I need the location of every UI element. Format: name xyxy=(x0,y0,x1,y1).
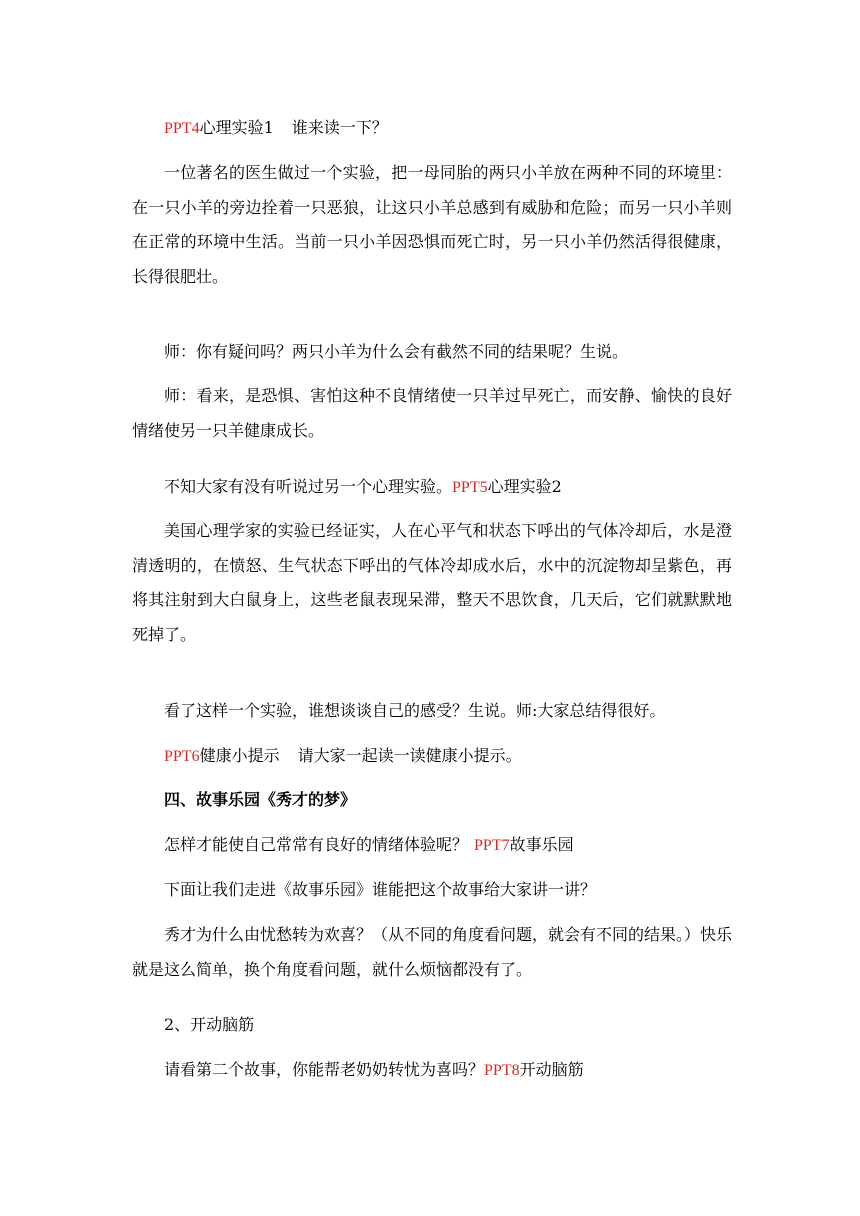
paragraph-ppt4 xyxy=(132,111,732,147)
paragraph-experiment-2: 美国心理学家的实验已经证实，人在心平气和状态下呼出的气体冷却后，水是澄清透明的，在愤怒、生气状态下呼出的气体冷却成水后，水中的沉淀物却呈紫色，再将其注射到大白鼠身上，这些老鼠表现呆滞，整天不思饮食，几天后，它们就默默地死掉了。 xyxy=(132,521,732,644)
paragraph-teacher-question: 师：你有疑问吗？两只小羊为什么会有截然不同的结果呢？生说。 xyxy=(164,342,629,361)
ppt-marker: PPT6 xyxy=(164,748,200,765)
ppt-title: 故事乐园 xyxy=(509,835,574,854)
section-heading: 四、故事乐园《秀才的梦》 xyxy=(164,790,357,809)
ppt-title: 心理实验1 xyxy=(199,118,274,137)
paragraph-experiment-1: 一位著名的医生做过一个实验，把一母同胎的两只小羊放在两种不同的环境里：在一只小羊的旁边拴着一只恶狼，让这只小羊总感到有威胁和危险；而另一只小羊则在正常的环境中生活。当前一只小羊因恐惧而死亡时，另一只小羊仍然活得很健康，长得很肥壮。 xyxy=(132,163,732,286)
paragraph-story-question: 秀才为什么由忧愁转为欢喜？（从不同的角度看问题，就会有不同的结果。）快乐就是这么简单，换个角度看问题，就什么烦恼都没有了。 xyxy=(132,925,733,979)
paragraph-lead: 怎样才能使自己常常有良好的情绪体验呢？ xyxy=(164,835,469,854)
paragraph-ppt6 xyxy=(132,739,732,775)
paragraph-ppt7 xyxy=(132,828,732,864)
paragraph-lead: 不知大家有没有听说过另一个心理实验。 xyxy=(164,477,453,496)
paragraph-lead: 请看第二个故事，你能帮老奶奶转忧为喜吗？ xyxy=(164,1060,485,1079)
paragraph-section-2: 2、开动脑筋 xyxy=(164,1015,255,1034)
paragraph-tail: 谁来读一下？ xyxy=(291,118,388,137)
paragraph-reflection: 看了这样一个实验，谁想谈谈自己的感受？生说。师:大家总结得很好。 xyxy=(164,701,666,720)
ppt-marker: PPT5 xyxy=(452,479,488,496)
paragraph-tail: 请大家一起读一读健康小提示。 xyxy=(297,746,522,765)
ppt-marker: PPT7 xyxy=(474,837,510,854)
ppt-marker: PPT4 xyxy=(164,120,200,137)
ppt-title: 开动脑筋 xyxy=(519,1060,584,1079)
ppt-title: 心理实验2 xyxy=(487,477,562,496)
ppt-title: 健康小提示 xyxy=(199,746,280,765)
ppt-marker: PPT8 xyxy=(484,1062,520,1079)
paragraph-ppt8 xyxy=(132,1053,732,1089)
paragraph-ppt5 xyxy=(132,470,732,506)
paragraph-teacher-summary: 师：看来，是恐惧、害怕这种不良情绪使一只羊过早死亡，而安静、愉快的良好情绪使另一只羊健康成长。 xyxy=(132,386,732,440)
paragraph-story-intro: 下面让我们走进《故事乐园》谁能把这个故事给大家讲一讲？ xyxy=(164,880,597,899)
